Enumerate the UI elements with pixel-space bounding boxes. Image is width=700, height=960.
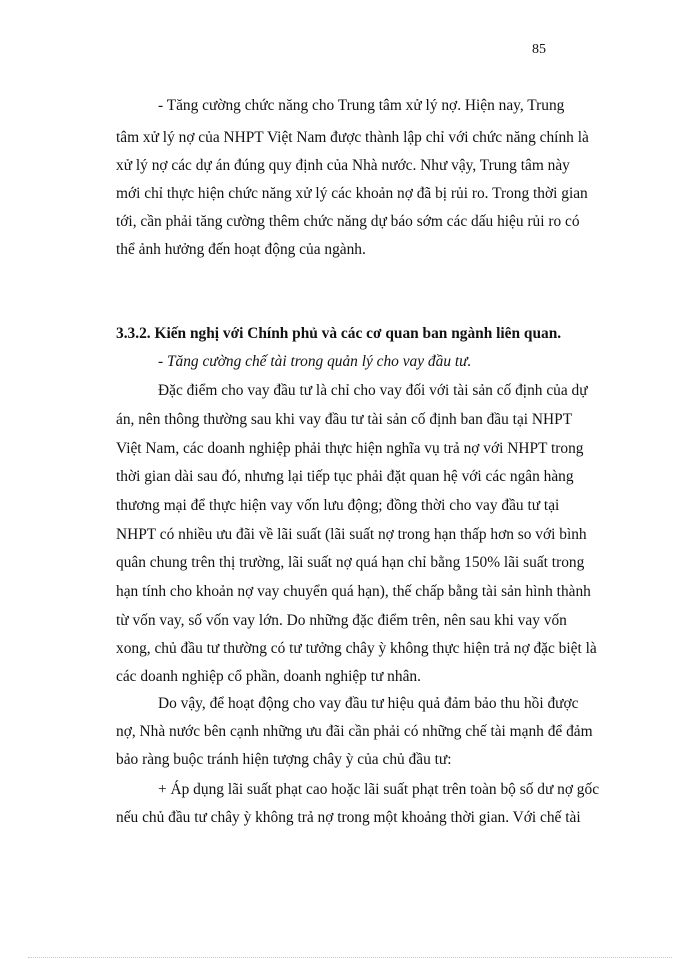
- subheading: - Tăng cường chế tài trong quản lý cho vay đầu tư.: [158, 353, 472, 370]
- page-number: 85: [532, 42, 546, 57]
- text-line: Do vậy, để hoạt động cho vay đầu tư hiệu quả đảm bảo thu hồi được: [158, 695, 579, 712]
- text-line: quân chung trên thị trường, lãi suất nợ quá hạn chỉ bằng 150% lãi suất trong: [116, 554, 585, 571]
- text-line: xong, chủ đầu tư thường có tư tưởng chây ỳ không thực hiện trả nợ đặc biệt là: [116, 640, 597, 657]
- text-line: tâm xử lý nợ của NHPT Việt Nam được thành lập chỉ với chức năng chính là: [116, 129, 589, 146]
- text-line: hạn tính cho khoản nợ vay chuyển quá hạn), thế chấp bằng tài sản hình thành: [116, 583, 591, 600]
- text-line: các doanh nghiệp cổ phần, doanh nghiệp tư nhân.: [116, 668, 421, 685]
- text-line: mới chỉ thực hiện chức năng xử lý các khoản nợ đã bị rủi ro. Trong thời gian: [116, 185, 588, 202]
- page-bottom-border: [28, 957, 672, 958]
- text-line: nếu chủ đầu tư chây ỳ không trả nợ trong một khoảng thời gian. Với chế tài: [116, 809, 581, 826]
- text-line: xử lý nợ các dự án đúng quy định của Nhà nước. Như vậy, Trung tâm này: [116, 157, 570, 174]
- section-heading: 3.3.2. Kiến nghị với Chính phủ và các cơ quan ban ngành liên quan.: [116, 325, 562, 342]
- text-line: Đặc điểm cho vay đầu tư là chỉ cho vay đối với tài sản cố định của dự: [158, 382, 588, 399]
- text-line: + Áp dụng lãi suất phạt cao hoặc lãi suất phạt trên toàn bộ số dư nợ gốc: [158, 781, 600, 798]
- text-line: thương mại để thực hiện vay vốn lưu động; đồng thời cho vay đầu tư tại: [116, 497, 560, 514]
- text-line: - Tăng cường chức năng cho Trung tâm xử lý nợ. Hiện nay, Trung: [158, 97, 565, 114]
- text-line: thời gian dài sau đó, nhưng lại tiếp tục phải đặt quan hệ với các ngân hàng: [116, 468, 574, 485]
- text-line: từ vốn vay, số vốn vay lớn. Do những đặc điểm trên, nên sau khi vay vốn: [116, 612, 567, 629]
- text-line: Việt Nam, các doanh nghiệp phải thực hiện nghĩa vụ trả nợ với NHPT trong: [116, 440, 584, 457]
- text-line: NHPT có nhiều ưu đãi về lãi suất (lãi suất nợ trong hạn thấp hơn so với bình: [116, 526, 587, 543]
- text-line: thể ảnh hưởng đến hoạt động của ngành.: [116, 241, 366, 258]
- text-line: nợ, Nhà nước bên cạnh những ưu đãi cần phải có những chế tài mạnh để đảm: [116, 723, 593, 740]
- text-line: bảo ràng buộc tránh hiện tượng chây ỳ của chủ đầu tư:: [116, 751, 452, 768]
- text-line: án, nên thông thường sau khi vay đầu tư tài sản cố định ban đầu tại NHPT: [116, 411, 573, 428]
- text-line: tới, cần phải tăng cường thêm chức năng dự báo sớm các dấu hiệu rủi ro có: [116, 213, 580, 230]
